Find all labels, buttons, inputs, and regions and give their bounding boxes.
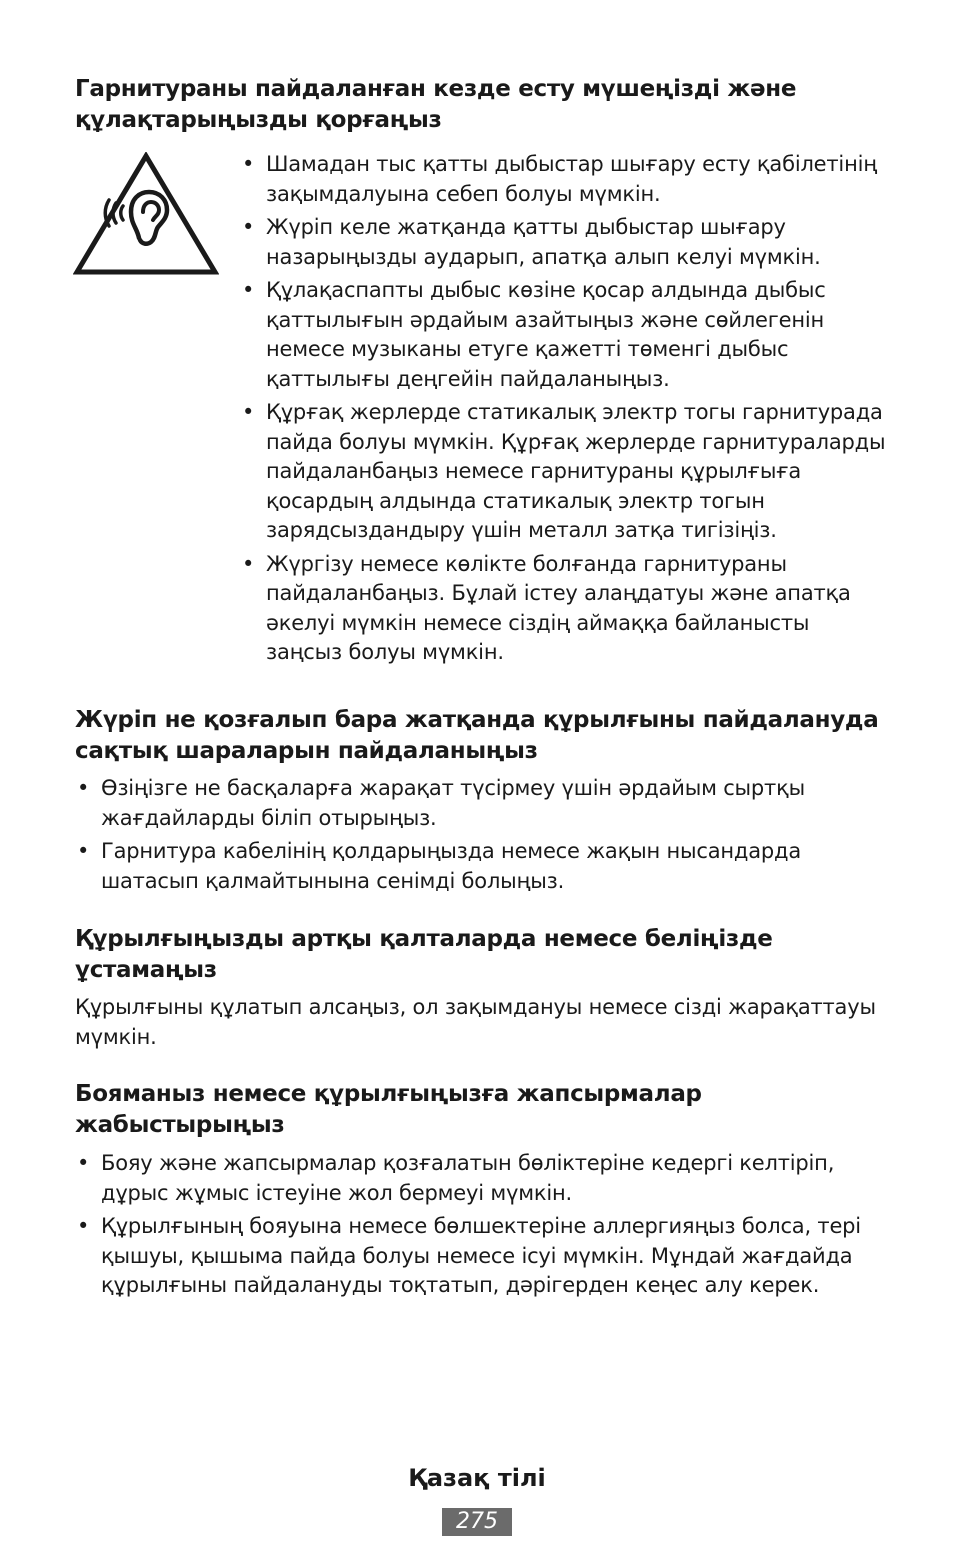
walking-bullet-list (75, 774, 890, 900)
list-item: • Шамадан тыс қатты дыбыстар шығару есту қабілетінің зақымдалуына себеп болуы мүмкін. (242, 152, 877, 206)
list-item: • Құрғақ жерлерде статикалық электр тогы гарнитурада пайда болуы мүмкін. Құрғақ жерлерде гарнитураларды пайдаланбаңыз немесе гарнитураны құрылғыға қосардың алдында статикалық электр тогын зарядсыздандыру үшін металл затқа тигізіңіз. (242, 400, 886, 542)
list-item: • Құлақаспапты дыбыс көзіне қосар алдында дыбыс қаттылығын әрдайым азайтыңыз және сөйлегенін немесе музыканы етуге қажетті төменгі дыбыс қаттылығы деңгейін пайдаланыңыз. (242, 278, 826, 391)
list-item: • Бояу және жапсырмалар қозғалатын бөліктеріне кедергі келтіріп, дұрыс жұмыс істеуіне жол бермеуі мүмкін. (77, 1151, 835, 1205)
pockets-paragraph: Құрылғыны құлатып алсаңыз, ол зақымдануы немесе сізді жарақаттауы мүмкін. (75, 995, 876, 1049)
section-title-paint: Бояманыз немесе құрылғыңызға жапсырмалар жабыстырыңыз (75, 1081, 702, 1138)
page-number: 275 (442, 1508, 512, 1536)
list-item: • Гарнитура кабелінің қолдарыңызда немесе жақын нысандарда шатасып қалмайтынына сенімді болыңыз. (77, 839, 802, 893)
list-item: • Жүріп келе жатқанда қатты дыбыстар шығару назарыңызды аударып, апатқа алып келуі мүмкін. (242, 215, 821, 269)
footer-language: Қазақ тілі (408, 1464, 546, 1492)
list-item: • Құрылғының бояуына немесе бөлшектеріне аллергияңыз болса, тері қышуы, қышыма пайда болуы немесе ісуі мүмкін. Мұндай жағдайда құрылғыны пайдалануды тоқтатып, дәрігерден кеңес алу керек. (77, 1214, 861, 1297)
section-title-walking: Жүріп не қозғалып бара жатқанда құрылғыны пайдалануда сақтық шараларын пайдаланыңыз (75, 707, 879, 764)
hearing-bullet-list (240, 150, 890, 672)
section-title-pockets: Құрылғыңызды артқы қалталарда немесе беліңізде ұстамаңыз (75, 926, 773, 983)
hearing-warning-icon (73, 152, 219, 276)
section-title-hearing: Гарнитураны пайдаланған кезде есту мүшеңізді және құлақтарыңызды қорғаңыз (75, 76, 797, 133)
list-item: • Жүргізу немесе көлікте болғанда гарнитураны пайдаланбаңыз. Бұлай істеу алаңдатуы және апатқа әкелуі мүмкін немесе сіздің аймаққа байланысты заңсыз болуы мүмкін. (242, 551, 851, 664)
paint-bullet-list (75, 1149, 890, 1305)
list-item: • Өзіңізге не басқаларға жарақат түсірмеу үшін әрдайым сыртқы жағдайларды біліп отырыңыз. (77, 776, 805, 830)
